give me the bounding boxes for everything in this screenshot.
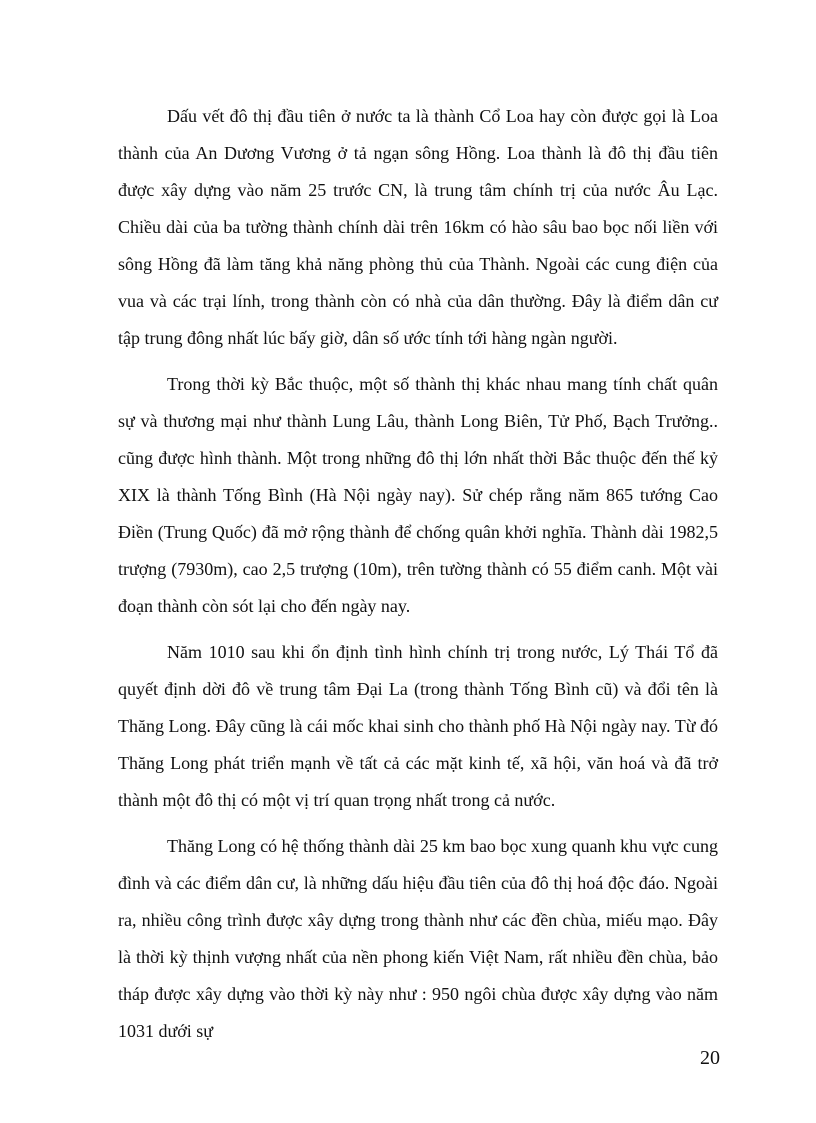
paragraph-thang-long-founding: Năm 1010 sau khi ổn định tình hình chính trị trong nước, Lý Thái Tổ đã quyết định dời đô về trung tâm Đại La (trong thành Tống Bình cũ) và đổi tên là Thăng Long. Đây cũng là cái mốc khai sinh cho thành phố Hà Nội ngày nay. Từ đó Thăng Long phát triển mạnh về tất cả các mặt kinh tế, xã hội, văn hoá và đã trở thành một đô thị có một vị trí quan trọng nhất trong cả nước. <box>118 642 718 810</box>
paragraph-thang-long-citadel: Thăng Long có hệ thống thành dài 25 km bao bọc xung quanh khu vực cung đình và các điểm dân cư, là những dấu hiệu đầu tiên của đô thị hoá độc đáo. Ngoài ra, nhiều công trình được xây dựng trong thành như các đền chùa, miếu mạo. Đây là thời kỳ thịnh vượng nhất của nền phong kiến Việt Nam, rất nhiều đền chùa, bảo tháp được xây dựng vào thời kỳ này như : 950 ngôi chùa được xây dựng vào năm 1031 dưới sự <box>118 836 718 1041</box>
paragraph-co-loa: Dấu vết đô thị đầu tiên ở nước ta là thành Cổ Loa hay còn được gọi là Loa thành của An Dương Vương ở tả ngạn sông Hồng. Loa thành là đô thị đầu tiên được xây dựng vào năm 25 trước CN, là trung tâm chính trị của nước Âu Lạc. Chiều dài của ba tường thành chính dài trên 16km có hào sâu bao bọc nối liền với sông Hồng đã làm tăng khả năng phòng thủ của Thành. Ngoài các cung điện của vua và các trại lính, trong thành còn có nhà của dân thường. Đây là điểm dân cư tập trung đông nhất lúc bấy giờ, dân số ước tính tới hàng ngàn người. <box>118 106 718 348</box>
paragraph-bac-thuoc: Trong thời kỳ Bắc thuộc, một số thành thị khác nhau mang tính chất quân sự và thương mại như thành Lung Lâu, thành Long Biên, Tử Phố, Bạch Trưởng.. cũng được hình thành. Một trong những đô thị lớn nhất thời Bắc thuộc đến thế kỷ XIX là thành Tống Bình (Hà Nội ngày nay). Sử chép rằng năm 865 tướng Cao Điền (Trung Quốc) đã mở rộng thành để chống quân khởi nghĩa. Thành dài 1982,5 trượng (7930m), cao 2,5 trượng (10m), trên tường thành có 55 điểm canh. Một vài đoạn thành còn sót lại cho đến ngày nay. <box>118 374 718 616</box>
page-number: 20 <box>700 1047 720 1069</box>
body-text <box>118 98 718 1059</box>
